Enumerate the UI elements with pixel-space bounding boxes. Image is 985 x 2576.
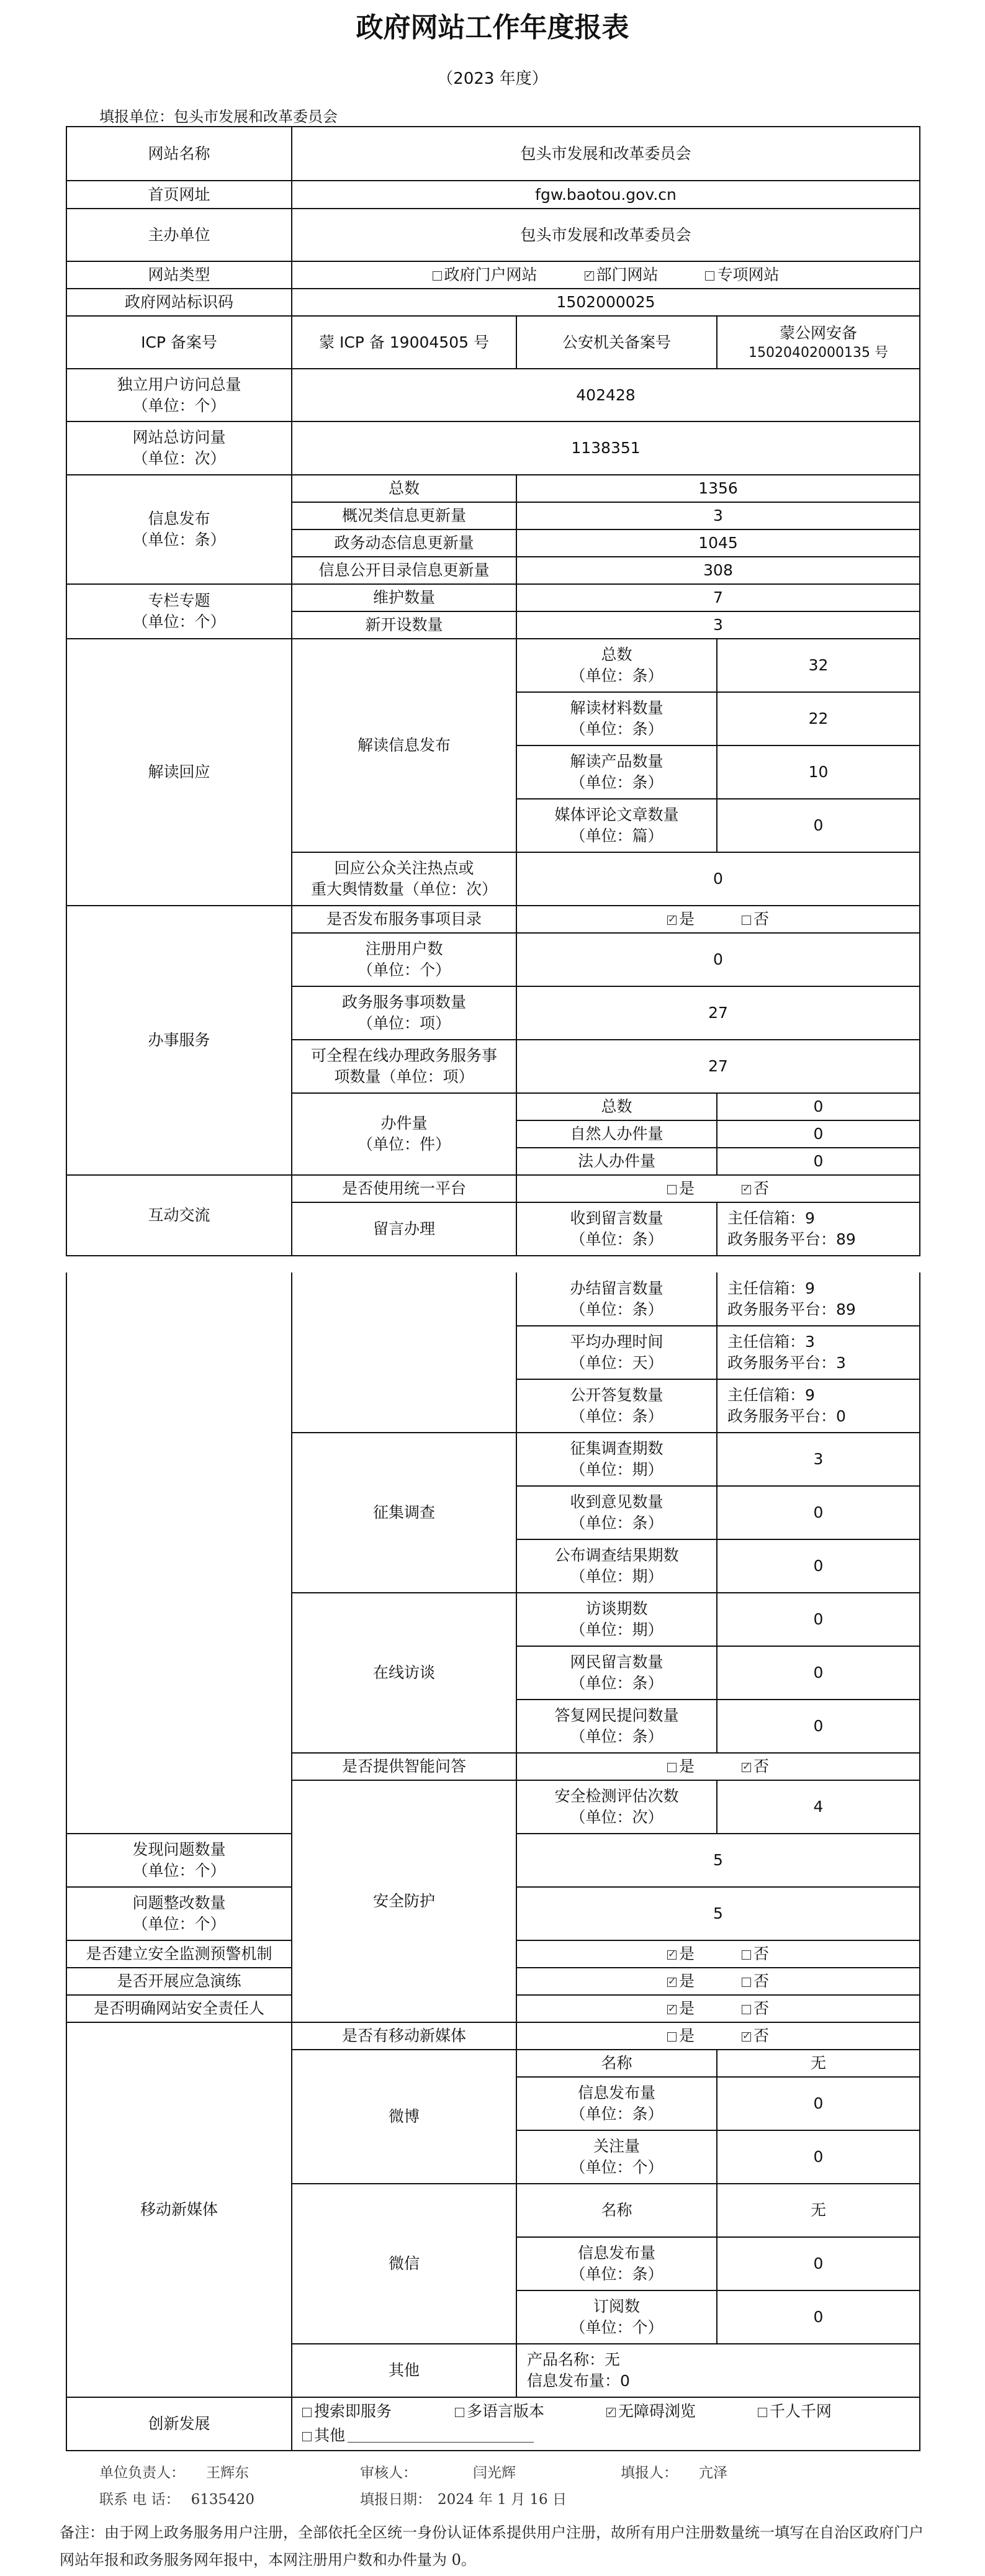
cell-value: 0	[516, 852, 920, 906]
checkbox-icon[interactable]	[433, 271, 442, 281]
table-row	[66, 1175, 920, 1202]
cell-value: 0	[717, 2237, 920, 2290]
section-label: 信息发布 （单位：条）	[66, 475, 292, 584]
cell-value: 0	[717, 2077, 920, 2130]
cell-label: 信息发布量 （单位：条）	[516, 2237, 717, 2290]
footer-phone: 联系 电 话： 6135420	[99, 2492, 255, 2508]
fill-unit: 填报单位：包头市发展和改革委员会	[99, 108, 338, 125]
cell-value: 0	[717, 1593, 920, 1646]
cell-label: 自然人办件量	[516, 1120, 717, 1148]
site-type-options: 政府门户网站 ✓ 部门网站 专项网站	[292, 261, 920, 289]
cell-label: 网站总访问量 （单位：次）	[66, 421, 292, 475]
cell-label: 注册用户数 （单位：个）	[292, 933, 516, 986]
cell-value: 22	[717, 692, 920, 745]
cell-label: 法人办件量	[516, 1148, 717, 1175]
cell-label: ICP 备案号	[66, 316, 292, 369]
cell-label: 答复网民提问数量 （单位：条）	[516, 1700, 717, 1753]
cell-label: 是否明确网站安全责任人	[66, 1995, 292, 2022]
icp-value: 蒙 ICP 备 19004505 号	[292, 316, 516, 369]
section-label: 移动新媒体	[66, 2022, 292, 2397]
cell-label: 微信	[292, 2184, 516, 2344]
cell-value: 0	[717, 1646, 920, 1700]
cell-value: 0	[717, 1093, 920, 1120]
cell-label: 公布调查结果期数 （单位：期）	[516, 1539, 717, 1593]
cell-label: 收到留言数量 （单位：条）	[516, 1202, 717, 1256]
drill-options: ✓ 是 否	[516, 1968, 920, 1995]
cell-value: 1045	[516, 529, 920, 557]
cell-label: 是否有移动新媒体	[292, 2022, 516, 2050]
cell-value: 308	[516, 557, 920, 584]
cell-label: 是否建立安全监测预警机制	[66, 1940, 292, 1968]
smart-qa-options: 是 ✓ 否	[516, 1753, 920, 1780]
cell-label: 关注量 （单位：个）	[516, 2130, 717, 2184]
cell-label: 信息公开目录信息更新量	[292, 557, 516, 584]
cell-value: 0	[717, 2130, 920, 2184]
cell-label: 公安机关备案号	[516, 316, 717, 369]
table-row	[66, 639, 920, 692]
cell-label: 安全检测评估次数 （单位：次）	[516, 1780, 717, 1834]
table-row	[66, 209, 920, 261]
cell-label: 总数	[292, 475, 516, 502]
cell-label: 网站类型	[66, 261, 292, 289]
other-underline	[348, 2431, 534, 2443]
checkbox-checked-icon[interactable]	[606, 2408, 616, 2417]
cell-value: 0	[717, 1700, 920, 1753]
cell-value: 主任信箱：9 政务服务平台：0	[717, 1379, 920, 1433]
other-media-value: 产品名称：无 信息发布量：0	[516, 2344, 920, 2397]
table-row	[66, 2397, 920, 2451]
section-label: 安全防护	[292, 1780, 516, 2022]
cell-label: 微博	[292, 2050, 516, 2184]
checkbox-checked-icon[interactable]	[585, 271, 594, 281]
checkbox-icon[interactable]	[758, 2408, 767, 2417]
innovation-options: 搜索即服务 多语言版本 ✓ 无障碍浏览 千人千网 其他	[292, 2397, 920, 2451]
cell-label: 回应公众关注热点或 重大舆情数量（单位：次）	[292, 852, 516, 906]
cell-label: 公开答复数量 （单位：条）	[516, 1379, 717, 1433]
cell-label: 问题整改数量 （单位：个）	[66, 1887, 292, 1940]
cell-value: 1356	[516, 475, 920, 502]
cell-label: 发现问题数量 （单位：个）	[66, 1834, 292, 1887]
table-row	[66, 906, 920, 933]
checkbox-icon[interactable]	[742, 1978, 751, 1987]
table-row	[66, 181, 920, 209]
cell-label: 概况类信息更新量	[292, 502, 516, 529]
home-url-value: fgw.baotou.gov.cn	[292, 181, 920, 209]
cell-label: 总数 （单位：条）	[516, 639, 717, 692]
table-row	[66, 316, 920, 369]
interact-continued-cell	[66, 1272, 292, 1834]
site-name-value: 包头市发展和改革委员会	[292, 127, 920, 181]
checkbox-checked-icon[interactable]	[667, 916, 677, 925]
cell-value: 10	[717, 745, 920, 799]
checkbox-checked-icon[interactable]	[742, 2032, 751, 2042]
host-value: 包头市发展和改革委员会	[292, 209, 920, 261]
cell-value: 主任信箱：9 政务服务平台：89	[717, 1272, 920, 1326]
checkbox-icon[interactable]	[302, 2408, 312, 2417]
cell-value: 27	[516, 986, 920, 1040]
cell-value: 0	[717, 1539, 920, 1593]
footer-reviewer: 审核人： 闫光辉	[360, 2465, 516, 2481]
cell-label: 办件量 （单位：件）	[292, 1093, 516, 1175]
section-label: 创新发展	[66, 2397, 292, 2451]
footer-date: 填报日期： 2024 年 1 月 16 日	[360, 2492, 567, 2508]
report-table-part1	[66, 126, 920, 1256]
cell-label: 解读信息发布	[292, 639, 516, 852]
police-record-value: 蒙公网安备 15020402000135 号	[717, 316, 920, 369]
cell-value: 0	[516, 933, 920, 986]
checkbox-icon[interactable]	[302, 2432, 312, 2441]
cell-value: 无	[717, 2050, 920, 2077]
report-title: 政府网站工作年度报表	[356, 12, 629, 43]
cell-label: 其他	[292, 2344, 516, 2397]
checkbox-icon[interactable]	[667, 1185, 677, 1194]
cell-label: 订阅数 （单位：个）	[516, 2290, 717, 2344]
cell-value: 0	[717, 1148, 920, 1175]
report-table-part2	[66, 1272, 920, 2451]
cell-label: 是否提供智能问答	[292, 1753, 516, 1780]
section-label: 专栏专题 （单位：个）	[66, 584, 292, 639]
cell-label: 在线访谈	[292, 1593, 516, 1753]
cell-value: 0	[717, 1120, 920, 1148]
section-label: 办事服务	[66, 906, 292, 1175]
cell-label: 政务动态信息更新量	[292, 529, 516, 557]
checkbox-checked-icon[interactable]	[667, 1978, 677, 1987]
checkbox-icon[interactable]	[667, 1763, 677, 1772]
checkbox-icon[interactable]	[742, 916, 751, 925]
cell-value: 0	[717, 799, 920, 852]
responsible-options: ✓ 是 否	[516, 1995, 920, 2022]
cell-label: 政务服务事项数量 （单位：项）	[292, 986, 516, 1040]
cell-label: 征集调查	[292, 1433, 516, 1593]
table-row	[66, 421, 920, 475]
cell-label: 维护数量	[292, 584, 516, 611]
cell-label: 平均办理时间 （单位：天）	[516, 1326, 717, 1379]
cell-label: 主办单位	[66, 209, 292, 261]
cell-label: 政府网站标识码	[66, 289, 292, 316]
cell-label: 名称	[516, 2184, 717, 2237]
cell-label: 是否使用统一平台	[292, 1175, 516, 1202]
monitor-options: ✓ 是 否	[516, 1940, 920, 1968]
table-row	[66, 369, 920, 421]
checkbox-icon[interactable]	[667, 2032, 677, 2042]
message-continued-cell	[292, 1272, 516, 1433]
platform-options: 是 ✓ 否	[516, 1175, 920, 1202]
cell-label: 解读产品数量 （单位：条）	[516, 745, 717, 799]
cell-value: 27	[516, 1040, 920, 1093]
table-row	[66, 261, 920, 289]
table-row	[66, 1272, 920, 1326]
table-row	[66, 2022, 920, 2050]
service-catalog-options: ✓ 是 否	[516, 906, 920, 933]
section-label: 解读回应	[66, 639, 292, 906]
footer-note: 备注：由于网上政务服务用户注册，全部依托全区统一身份认证体系提供用户注册，故所有用户注册数量统一填写在自治区政府门户网站年报和政务服务网年报中，本网注册用户数和办件量为 0。	[60, 2524, 924, 2569]
table-row	[66, 289, 920, 316]
checkbox-icon[interactable]	[742, 2005, 751, 2014]
cell-value: 主任信箱：9 政务服务平台：89	[717, 1202, 920, 1256]
cell-value: 3	[516, 502, 920, 529]
cell-label: 留言办理	[292, 1202, 516, 1256]
checkbox-icon[interactable]	[742, 1950, 751, 1960]
cell-value: 4	[717, 1780, 920, 1834]
cell-label: 新开设数量	[292, 611, 516, 639]
checkbox-icon[interactable]	[455, 2408, 464, 2417]
cell-label: 网民留言数量 （单位：条）	[516, 1646, 717, 1700]
section-label: 互动交流	[66, 1175, 292, 1256]
footer-head: 单位负责人： 王辉东	[99, 2465, 249, 2481]
cell-label: 可全程在线办理政务服务事 项数量（单位：项）	[292, 1040, 516, 1093]
has-mobile-options: 是 ✓ 否	[516, 2022, 920, 2050]
cell-label: 网站名称	[66, 127, 292, 181]
checkbox-checked-icon[interactable]	[667, 2005, 677, 2014]
footer-filler: 填报人： 亢泽	[621, 2465, 727, 2481]
cell-value: 32	[717, 639, 920, 692]
cell-label: 总数	[516, 1093, 717, 1120]
cell-value: 7	[516, 584, 920, 611]
checkbox-checked-icon[interactable]	[742, 1763, 751, 1772]
cell-label: 解读材料数量 （单位：条）	[516, 692, 717, 745]
cell-label: 信息发布量 （单位：条）	[516, 2077, 717, 2130]
cell-label: 独立用户访问总量 （单位：个）	[66, 369, 292, 421]
report-year: （2023 年度）	[437, 70, 548, 88]
cell-label: 是否开展应急演练	[66, 1968, 292, 1995]
cell-value: 无	[717, 2184, 920, 2237]
cell-value: 5	[516, 1887, 920, 1940]
pv-value: 1138351	[292, 421, 920, 475]
cell-label: 征集调查期数 （单位：期）	[516, 1433, 717, 1486]
checkbox-icon[interactable]	[705, 271, 714, 281]
cell-label: 名称	[516, 2050, 717, 2077]
cell-value: 5	[516, 1834, 920, 1887]
cell-label: 是否发布服务事项目录	[292, 906, 516, 933]
cell-value: 主任信箱：3 政务服务平台：3	[717, 1326, 920, 1379]
cell-label: 访谈期数 （单位：期）	[516, 1593, 717, 1646]
site-id-value: 1502000025	[292, 289, 920, 316]
cell-value: 0	[717, 1486, 920, 1539]
cell-value: 3	[717, 1433, 920, 1486]
cell-label: 首页网址	[66, 181, 292, 209]
cell-label: 办结留言数量 （单位：条）	[516, 1272, 717, 1326]
checkbox-checked-icon[interactable]	[667, 1950, 677, 1960]
uv-value: 402428	[292, 369, 920, 421]
cell-label: 媒体评论文章数量 （单位：篇）	[516, 799, 717, 852]
cell-label: 收到意见数量 （单位：条）	[516, 1486, 717, 1539]
checkbox-checked-icon[interactable]	[742, 1185, 751, 1194]
table-row	[66, 127, 920, 181]
table-row	[66, 584, 920, 611]
cell-value: 0	[717, 2290, 920, 2344]
cell-value: 3	[516, 611, 920, 639]
table-row	[66, 475, 920, 502]
